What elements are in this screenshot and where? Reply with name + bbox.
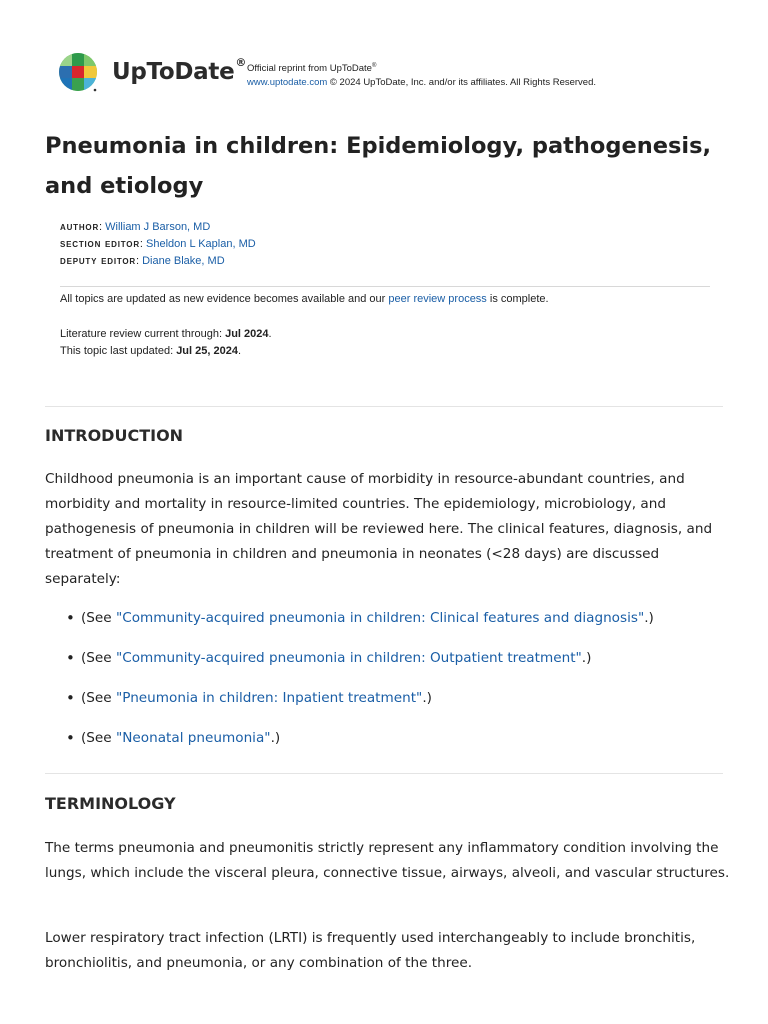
terminology-paragraph-1: The terms pneumonia and pneumonitis strictly represent any inflammatory condition involving the lungs, which include the visceral pleura, connective tissue, airways, alveoli, and vascular structures. (45, 840, 730, 881)
author-link[interactable]: William J Barson, MD (105, 221, 211, 233)
deputy-editor-link[interactable]: Diane Blake, MD (142, 255, 225, 267)
list-item: • (See "Neonatal pneumonia".) (66, 729, 281, 747)
section-editor-row: section editor: Sheldon L Kaplan, MD (60, 238, 256, 250)
section-heading-terminology: TERMINOLOGY (45, 794, 176, 813)
reprint-notice: Official reprint from UpToDate® www.uptodate.com © 2024 UpToDate, Inc. and/or its affiliates. All Rights Reserved. (247, 63, 597, 89)
last-updated-date: Jul 25, 2024 (176, 345, 238, 357)
link-outpatient-treatment[interactable]: "Community-acquired pneumonia in children: Outpatient treatment" (115, 650, 582, 666)
site-header (58, 52, 246, 92)
introduction-paragraph: Childhood pneumonia is an important cause of morbidity in resource-abundant countries, and morbidity and mortality in resource-limited countries. The epidemiology, microbiology, and pathogenesis of pneumonia in children will be reviewed here. The clinical features, diagnosis, and treatment of pneumonia in children and pneumonia in neonates (<28 days) are discussed separately: (45, 471, 713, 587)
reprint-line: Official reprint from UpToDate (247, 63, 372, 75)
list-item: • (See "Community-acquired pneumonia in children: Outpatient treatment".) (66, 649, 592, 667)
site-link[interactable]: www.uptodate.com (247, 77, 328, 89)
author-row: author: William J Barson, MD (60, 221, 211, 233)
divider (45, 406, 723, 407)
review-dates: Literature review current through: Jul 2024. This topic last updated: Jul 25, 2024. (60, 328, 272, 357)
author-list (60, 219, 256, 270)
deputy-editor-row: deputy editor: Diane Blake, MD (60, 255, 225, 267)
divider (60, 286, 710, 287)
link-inpatient-treatment[interactable]: "Pneumonia in children: Inpatient treatment" (115, 690, 423, 706)
list-item: • (See "Community-acquired pneumonia in children: Clinical features and diagnosis".) (66, 609, 654, 627)
link-clinical-features[interactable]: "Community-acquired pneumonia in children: Clinical features and diagnosis" (115, 610, 645, 626)
update-notice: All topics are updated as new evidence becomes available and our peer review process is complete. (60, 293, 549, 305)
list-item: • (See "Pneumonia in children: Inpatient treatment".) (66, 689, 432, 707)
see-also-list (66, 606, 654, 766)
page-title: Pneumonia in children: Epidemiology, pathogenesis, and etiology (45, 133, 712, 199)
brand-name[interactable]: UpToDate® (112, 56, 247, 85)
section-editor-link[interactable]: Sheldon L Kaplan, MD (146, 238, 256, 250)
peer-review-link[interactable]: peer review process (388, 293, 487, 305)
copyright-text: © 2024 UpToDate, Inc. and/or its affiliates. All Rights Reserved. (329, 77, 597, 89)
section-heading-introduction: INTRODUCTION (45, 426, 184, 445)
uptodate-logo-icon[interactable] (58, 52, 98, 92)
literature-review-date: Jul 2024 (225, 328, 269, 340)
divider (45, 773, 723, 774)
link-neonatal-pneumonia[interactable]: "Neonatal pneumonia" (115, 730, 271, 746)
terminology-paragraph-2: Lower respiratory tract infection (LRTI) is frequently used interchangeably to include bronchitis, bronchiolitis, and pneumonia, or any combination of the three. (45, 930, 696, 971)
